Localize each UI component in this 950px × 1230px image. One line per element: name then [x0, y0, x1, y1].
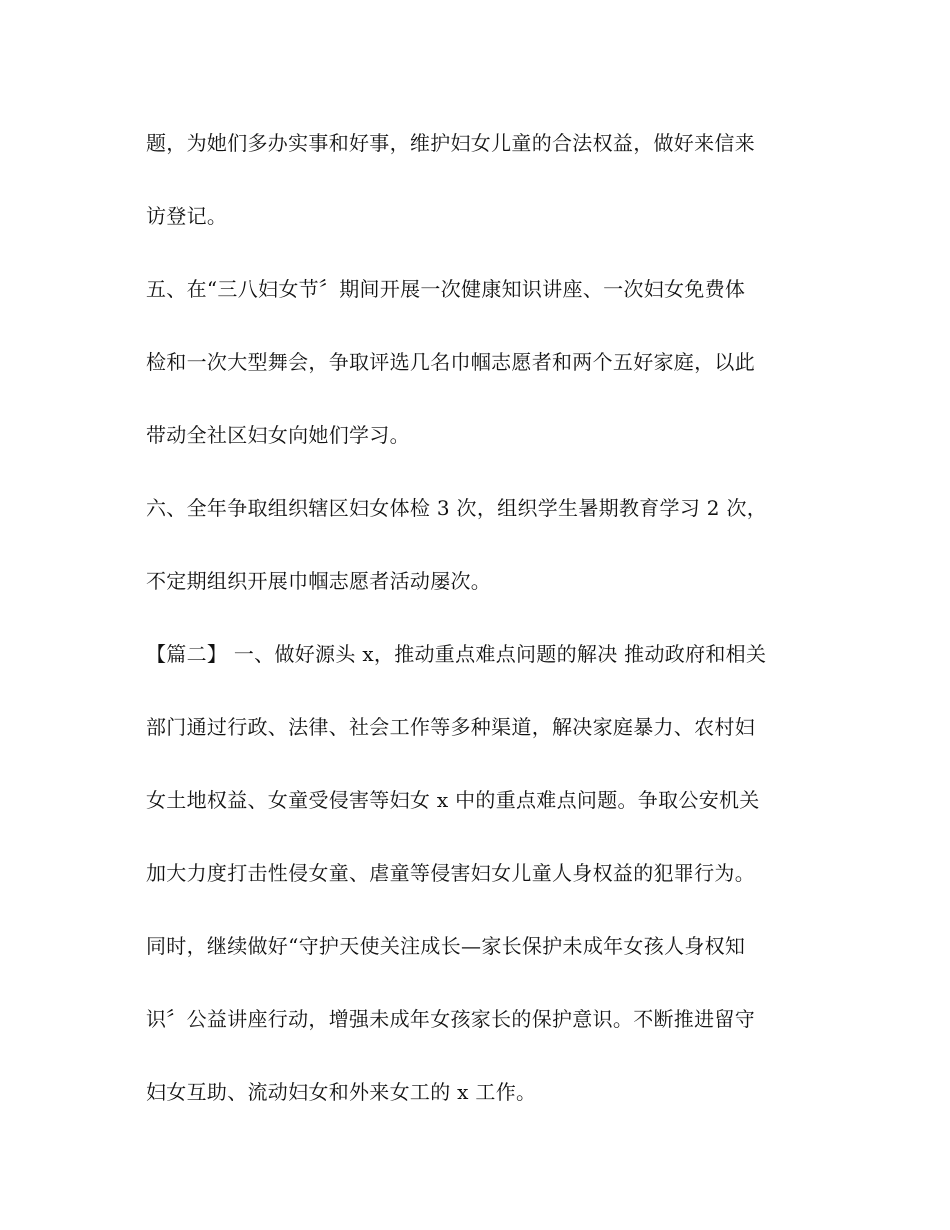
text-line: 带动全社区妇女向她们学习。	[146, 423, 410, 447]
text-line: 访登记。	[146, 204, 228, 228]
text-line: 妇女互助、流动妇女和外来女工的 x 工作。	[146, 1080, 537, 1104]
text-line: 五、在“三八妇女节〞期间开展一次健康知识讲座、一次妇女免费体	[146, 277, 746, 301]
text-line: 同时，继续做好“守护天使关注成长—家长保护未成年女孩人身权知	[146, 934, 746, 958]
text-line: 【篇二】 一、做好源头 x，推动重点难点问题的解决 推动政府和相关	[146, 642, 767, 666]
text-line: 女土地权益、女童受侵害等妇女 x 中的重点难点问题。争取公安机关	[146, 788, 760, 812]
text-line: 六、全年争取组织辖区妇女体检 3 次，组织学生暑期教育学习 2 次，	[146, 496, 768, 520]
text-line: 题，为她们多办实事和好事，维护妇女儿童的合法权益，做好来信来	[146, 131, 755, 155]
text-line: 部门通过行政、法律、社会工作等多种渠道，解决家庭暴力、农村妇	[146, 715, 755, 739]
text-line: 识〞公益讲座行动，增强未成年女孩家长的保护意识。不断推进留守	[146, 1007, 755, 1031]
text-line: 检和一次大型舞会，争取评选几名巾帼志愿者和两个五好家庭，以此	[146, 350, 755, 374]
text-line: 不定期组织开展巾帼志愿者活动屡次。	[146, 569, 492, 593]
text-line: 加大力度打击性侵女童、虐童等侵害妇女儿童人身权益的犯罪行为。	[146, 861, 755, 885]
